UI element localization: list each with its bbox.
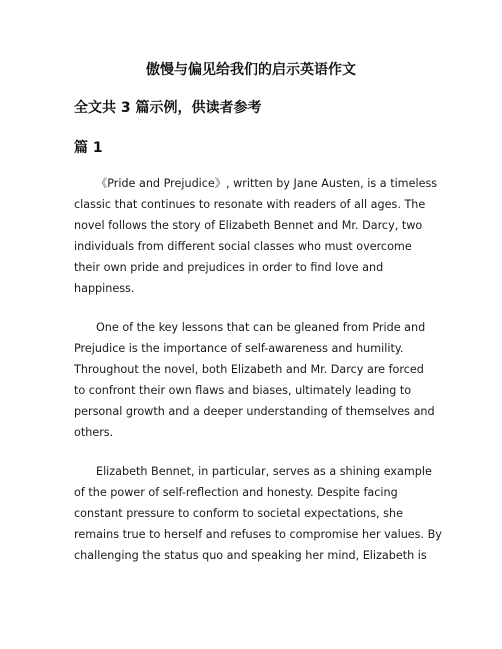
paragraph-line: to confront their own flaws and biases, ultimately leading to (74, 384, 412, 397)
paragraph-line: others. (74, 426, 114, 439)
document-title: 傲慢与偏见给我们的启示英语作文 (146, 62, 356, 78)
paragraph-line: challenging the status quo and speaking her mind, Elizabeth is (74, 549, 427, 562)
paragraph-line: individuals from different social classes who must overcome (74, 240, 412, 253)
section-heading: 篇 1 (74, 140, 103, 156)
paragraph-1 (74, 173, 438, 299)
paragraph-line: personal growth and a deeper understanding of themselves and (74, 405, 435, 418)
paragraph-line: 《Pride and Prejudice》, written by Jane Austen, is a timeless (96, 177, 438, 190)
paragraph-line: of the power of self-reflection and honesty. Despite facing (74, 486, 398, 499)
paragraph-2 (74, 317, 435, 443)
paragraph-line: Prejudice is the importance of self-awareness and humility. (74, 342, 404, 355)
paragraph-line: One of the key lessons that can be gleaned from Pride and (96, 321, 426, 334)
paragraph-line: happiness. (74, 282, 135, 295)
paragraph-3 (74, 461, 442, 566)
document-subtitle: 全文共 3 篇示例，供读者参考 (74, 100, 262, 116)
paragraph-line: Elizabeth Bennet, in particular, serves as a shining example (96, 465, 432, 478)
paragraph-line: their own pride and prejudices in order to find love and (74, 261, 384, 274)
paragraph-line: classic that continues to resonate with readers of all ages. The (74, 198, 426, 211)
paragraph-line: novel follows the story of Elizabeth Bennet and Mr. Darcy, two (74, 219, 423, 232)
paragraph-line: remains true to herself and refuses to compromise her values. By (74, 528, 442, 541)
paragraph-line: constant pressure to conform to societal expectations, she (74, 507, 403, 520)
paragraph-line: Throughout the novel, both Elizabeth and Mr. Darcy are forced (74, 363, 424, 376)
